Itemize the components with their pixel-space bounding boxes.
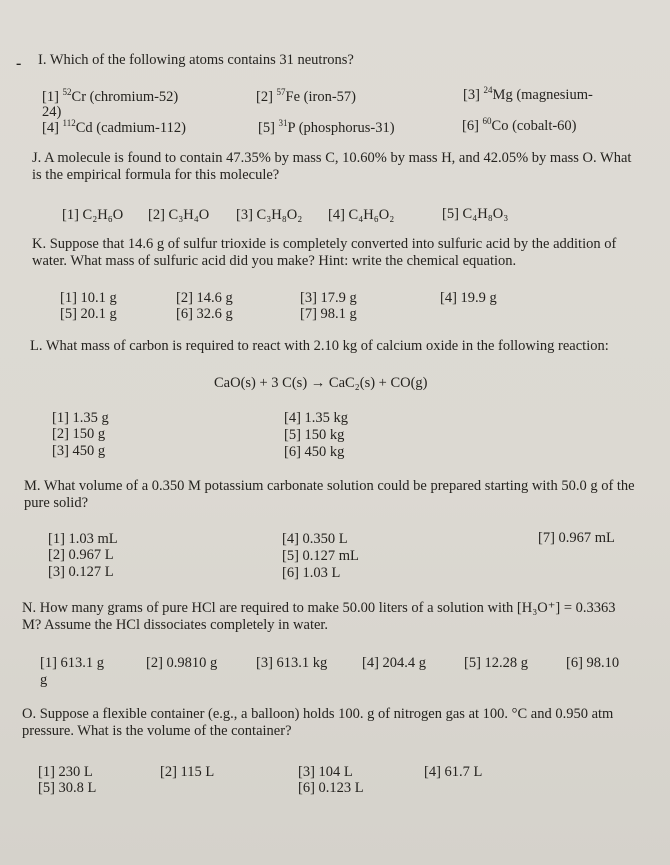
question-k-option-6: [6] 32.6 g bbox=[176, 306, 233, 322]
question-o-option-3: [3] 104 L bbox=[298, 764, 353, 780]
question-o-option-6: [6] 0.123 L bbox=[298, 780, 364, 796]
question-l-option-3: [3] 450 g bbox=[52, 443, 106, 459]
question-j-option-1: [1] C₂H₆O bbox=[62, 207, 124, 223]
question-o-option-4: [4] 61.7 L bbox=[424, 764, 483, 780]
question-n-option-6-unit: g bbox=[40, 672, 48, 688]
question-k-option-3: [3] 17.9 g bbox=[300, 290, 357, 306]
question-k-text: K. Suppose that 14.6 g of sulfur trioxide is completely converted into sulfuric acid by the addition of water. What mass of sulfuric acid did you make? Hint: write the chemical equation. bbox=[32, 236, 617, 269]
question-m-option-4: [4] 0.350 L bbox=[282, 531, 348, 547]
question-n-option-4: [4] 204.4 g bbox=[362, 655, 427, 671]
question-i-text: I. Which of the following atoms contains 31 neutrons? bbox=[38, 52, 354, 68]
question-j-option-4: [4] C₄H₆O₂ bbox=[328, 207, 395, 223]
question-n-option-3: [3] 613.1 kg bbox=[256, 655, 328, 671]
question-n-option-2: [2] 0.9810 g bbox=[146, 655, 218, 671]
question-n-option-5: [5] 12.28 g bbox=[464, 655, 529, 671]
question-o-option-5: [5] 30.8 L bbox=[38, 780, 97, 796]
question-k-option-7: [7] 98.1 g bbox=[300, 306, 357, 322]
question-k-option-2: [2] 14.6 g bbox=[176, 290, 233, 306]
question-m-option-6: [6] 1.03 L bbox=[282, 565, 341, 581]
question-i-option-4: [4] $^{112}$Cd (cadmium-112) bbox=[42, 118, 186, 136]
question-o-text: O. Suppose a flexible container (e.g., a balloon) holds 100. g of nitrogen gas at 100. °C and 0.950 atm pressure. What is the volume of the container? bbox=[22, 706, 614, 739]
question-i-option-1: [1] $^{52}$Cr (chromium-52) bbox=[42, 87, 179, 105]
question-l-option-5: [5] 150 kg bbox=[284, 427, 345, 443]
question-n-text: N. How many grams of pure HCl are required to make 50.00 liters of a solution with [H₃O⁺] = 0.3363 M? Assume the HCl dissociates completely in water. bbox=[22, 600, 616, 633]
question-m-option-1: [1] 1.03 mL bbox=[48, 531, 118, 547]
question-j-text: J. A molecule is found to contain 47.35% by mass C, 10.60% by mass H, and 42.05% by mass O. What is the empirical formula for this molecule? bbox=[32, 150, 632, 183]
question-i-option-3-wrap: 24) bbox=[42, 104, 62, 120]
question-n-option-6: [6] 98.10 bbox=[566, 655, 620, 671]
question-l-equation: CaO(s) + 3 C(s) → CaC₂(s) + CO(g) bbox=[214, 375, 428, 391]
question-m-option-5: [5] 0.127 mL bbox=[282, 548, 359, 564]
question-o-option-2: [2] 115 L bbox=[160, 764, 215, 780]
question-k-option-1: [1] 10.1 g bbox=[60, 290, 117, 306]
question-n-option-1: [1] 613.1 g bbox=[40, 655, 105, 671]
question-l-text: L. What mass of carbon is required to react with 2.10 kg of calcium oxide in the following reaction: bbox=[30, 338, 609, 354]
question-l-option-1: [1] 1.35 g bbox=[52, 410, 109, 426]
question-j-option-2: [2] C₃H₄O bbox=[148, 207, 210, 223]
question-m-option-3: [3] 0.127 L bbox=[48, 564, 114, 580]
margin-dash-mark: - bbox=[16, 55, 22, 72]
question-l-option-6: [6] 450 kg bbox=[284, 444, 345, 460]
question-m-option-7: [7] 0.967 mL bbox=[538, 530, 615, 546]
question-i-option-2: [2] $^{57}$Fe (iron-57) bbox=[256, 87, 357, 105]
question-i-option-3: [3] $^{24}$Mg (magnesium- bbox=[463, 85, 593, 103]
question-j-option-5: [5] C₄H₈O₃ bbox=[442, 206, 509, 222]
question-m-text: M. What volume of a 0.350 M potassium carbonate solution could be prepared starting with 50.0 g of the pure solid? bbox=[24, 478, 635, 511]
question-k-option-5: [5] 20.1 g bbox=[60, 306, 117, 322]
question-k-option-4: [4] 19.9 g bbox=[440, 290, 497, 306]
question-i-option-5: [5] $^{31}$P (phosphorus-31) bbox=[258, 118, 395, 136]
question-o-option-1: [1] 230 L bbox=[38, 764, 93, 780]
question-l-option-2: [2] 150 g bbox=[52, 426, 106, 442]
question-m-option-2: [2] 0.967 L bbox=[48, 547, 114, 563]
question-i-option-6: [6] $^{60}$Co (cobalt-60) bbox=[462, 116, 577, 134]
question-l-option-4: [4] 1.35 kg bbox=[284, 410, 349, 426]
question-j-option-3: [3] C₃H₈O₂ bbox=[236, 207, 303, 223]
